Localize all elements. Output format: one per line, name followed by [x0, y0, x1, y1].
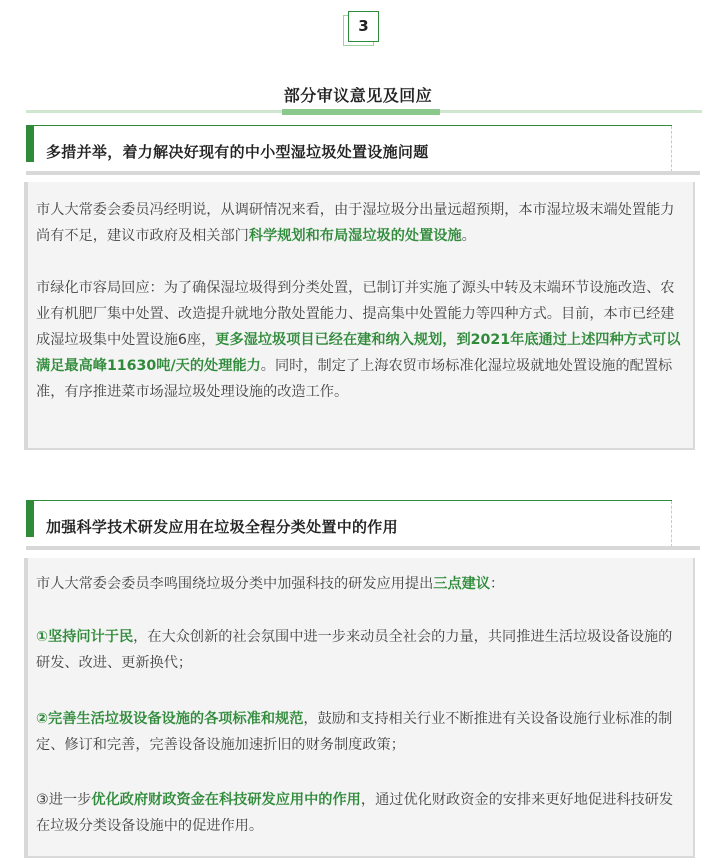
section2-paragraph-2	[36, 624, 686, 676]
section2-p1-highlight: 三点建议	[433, 576, 491, 592]
section2-title: 加强科学技术研发应用在垃圾全程分类处置中的作用	[46, 518, 398, 536]
section1-title: 多措并举，着力解决好现有的中小型湿垃圾处置设施问题	[46, 143, 429, 161]
section2-p4-text: ③进一步	[36, 792, 92, 808]
section2-paragraph-3	[36, 706, 686, 758]
section2-p3-highlight: ②完善生活垃圾设备设施的各项标准和规范	[36, 711, 304, 727]
section2-p3-text: ，鼓励和支持相关行业不断推进有关设备设施行业标准的制定、修订和完善，完善设备设施加速折旧的财务制度政策；	[36, 711, 673, 753]
section1-dashed-edge	[670, 126, 672, 172]
section1-p1-text: 市人大常委会委员冯经明说，从调研情况来看，由于湿垃圾分出量远超预期，本市湿垃圾末端处置能力尚有不足，建议市政府及相关部门	[36, 202, 675, 244]
section1-paragraph-1	[36, 197, 686, 249]
section1-header	[26, 125, 672, 172]
section2-paragraph-4	[36, 787, 686, 839]
page-title: 部分审议意见及回应	[283, 86, 433, 105]
section1-p1-end: 。	[461, 228, 476, 244]
section2-p1-end: ：	[490, 576, 505, 592]
title-underline	[282, 109, 440, 115]
section-number-badge	[340, 10, 382, 50]
section2-header-shadow	[26, 546, 700, 550]
section2-p4-end: ，通过优化财政资金的安排来更好地促进科技研发在垃圾分类设备设施中的促进作用。	[36, 792, 674, 834]
section1-p2-highlight: 更多湿垃圾项目已经在建和纳入规划，到2021年底通过上述四种方式可以满足最高峰11630吨/天的处理能力	[36, 332, 681, 374]
section2-p2-highlight: ①坚持问计于民	[36, 629, 134, 645]
section2-p1-text: 市人大常委会委员李鸣围绕垃圾分类中加强科技的研发应用提出	[36, 576, 434, 592]
section1-p2-text: 市绿化市容局回应：为了确保湿垃圾得到分类处置，已制订并实施了源头中转及末端环节设施改造、农业有机肥厂集中处置、改造提升就地分散处置能力、提高集中处置能力等四种方式。目前，本市已经建成湿垃圾集中处置设施6座，	[36, 280, 675, 348]
section2-header	[26, 500, 672, 547]
section2-dashed-edge	[670, 501, 672, 547]
section2-p2-text: ，在大众创新的社会氛围中进一步来动员全社会的力量，共同推进生活垃圾设备设施的研发、改进、更新换代；	[36, 629, 673, 671]
section1-paragraph-2	[36, 275, 686, 405]
section2-accent-bar	[26, 501, 34, 537]
section1-p1-highlight: 科学规划和布局湿垃圾的处置设施	[248, 228, 462, 244]
badge-number: 3	[348, 11, 379, 42]
section1-content-box	[28, 182, 695, 450]
section2-p4-highlight: 优化政府财政资金在科技研发应用中的作用	[91, 792, 361, 808]
section2-content-box	[28, 558, 695, 858]
section1-p2-end: 。同时，制定了上海农贸市场标准化湿垃圾就地处置设施的配置标准，有序推进菜市场湿垃圾处理设施的改造工作。	[36, 358, 673, 400]
section2-paragraph-1	[36, 571, 686, 597]
section1-header-shadow	[26, 171, 700, 175]
section1-accent-bar	[26, 126, 34, 162]
